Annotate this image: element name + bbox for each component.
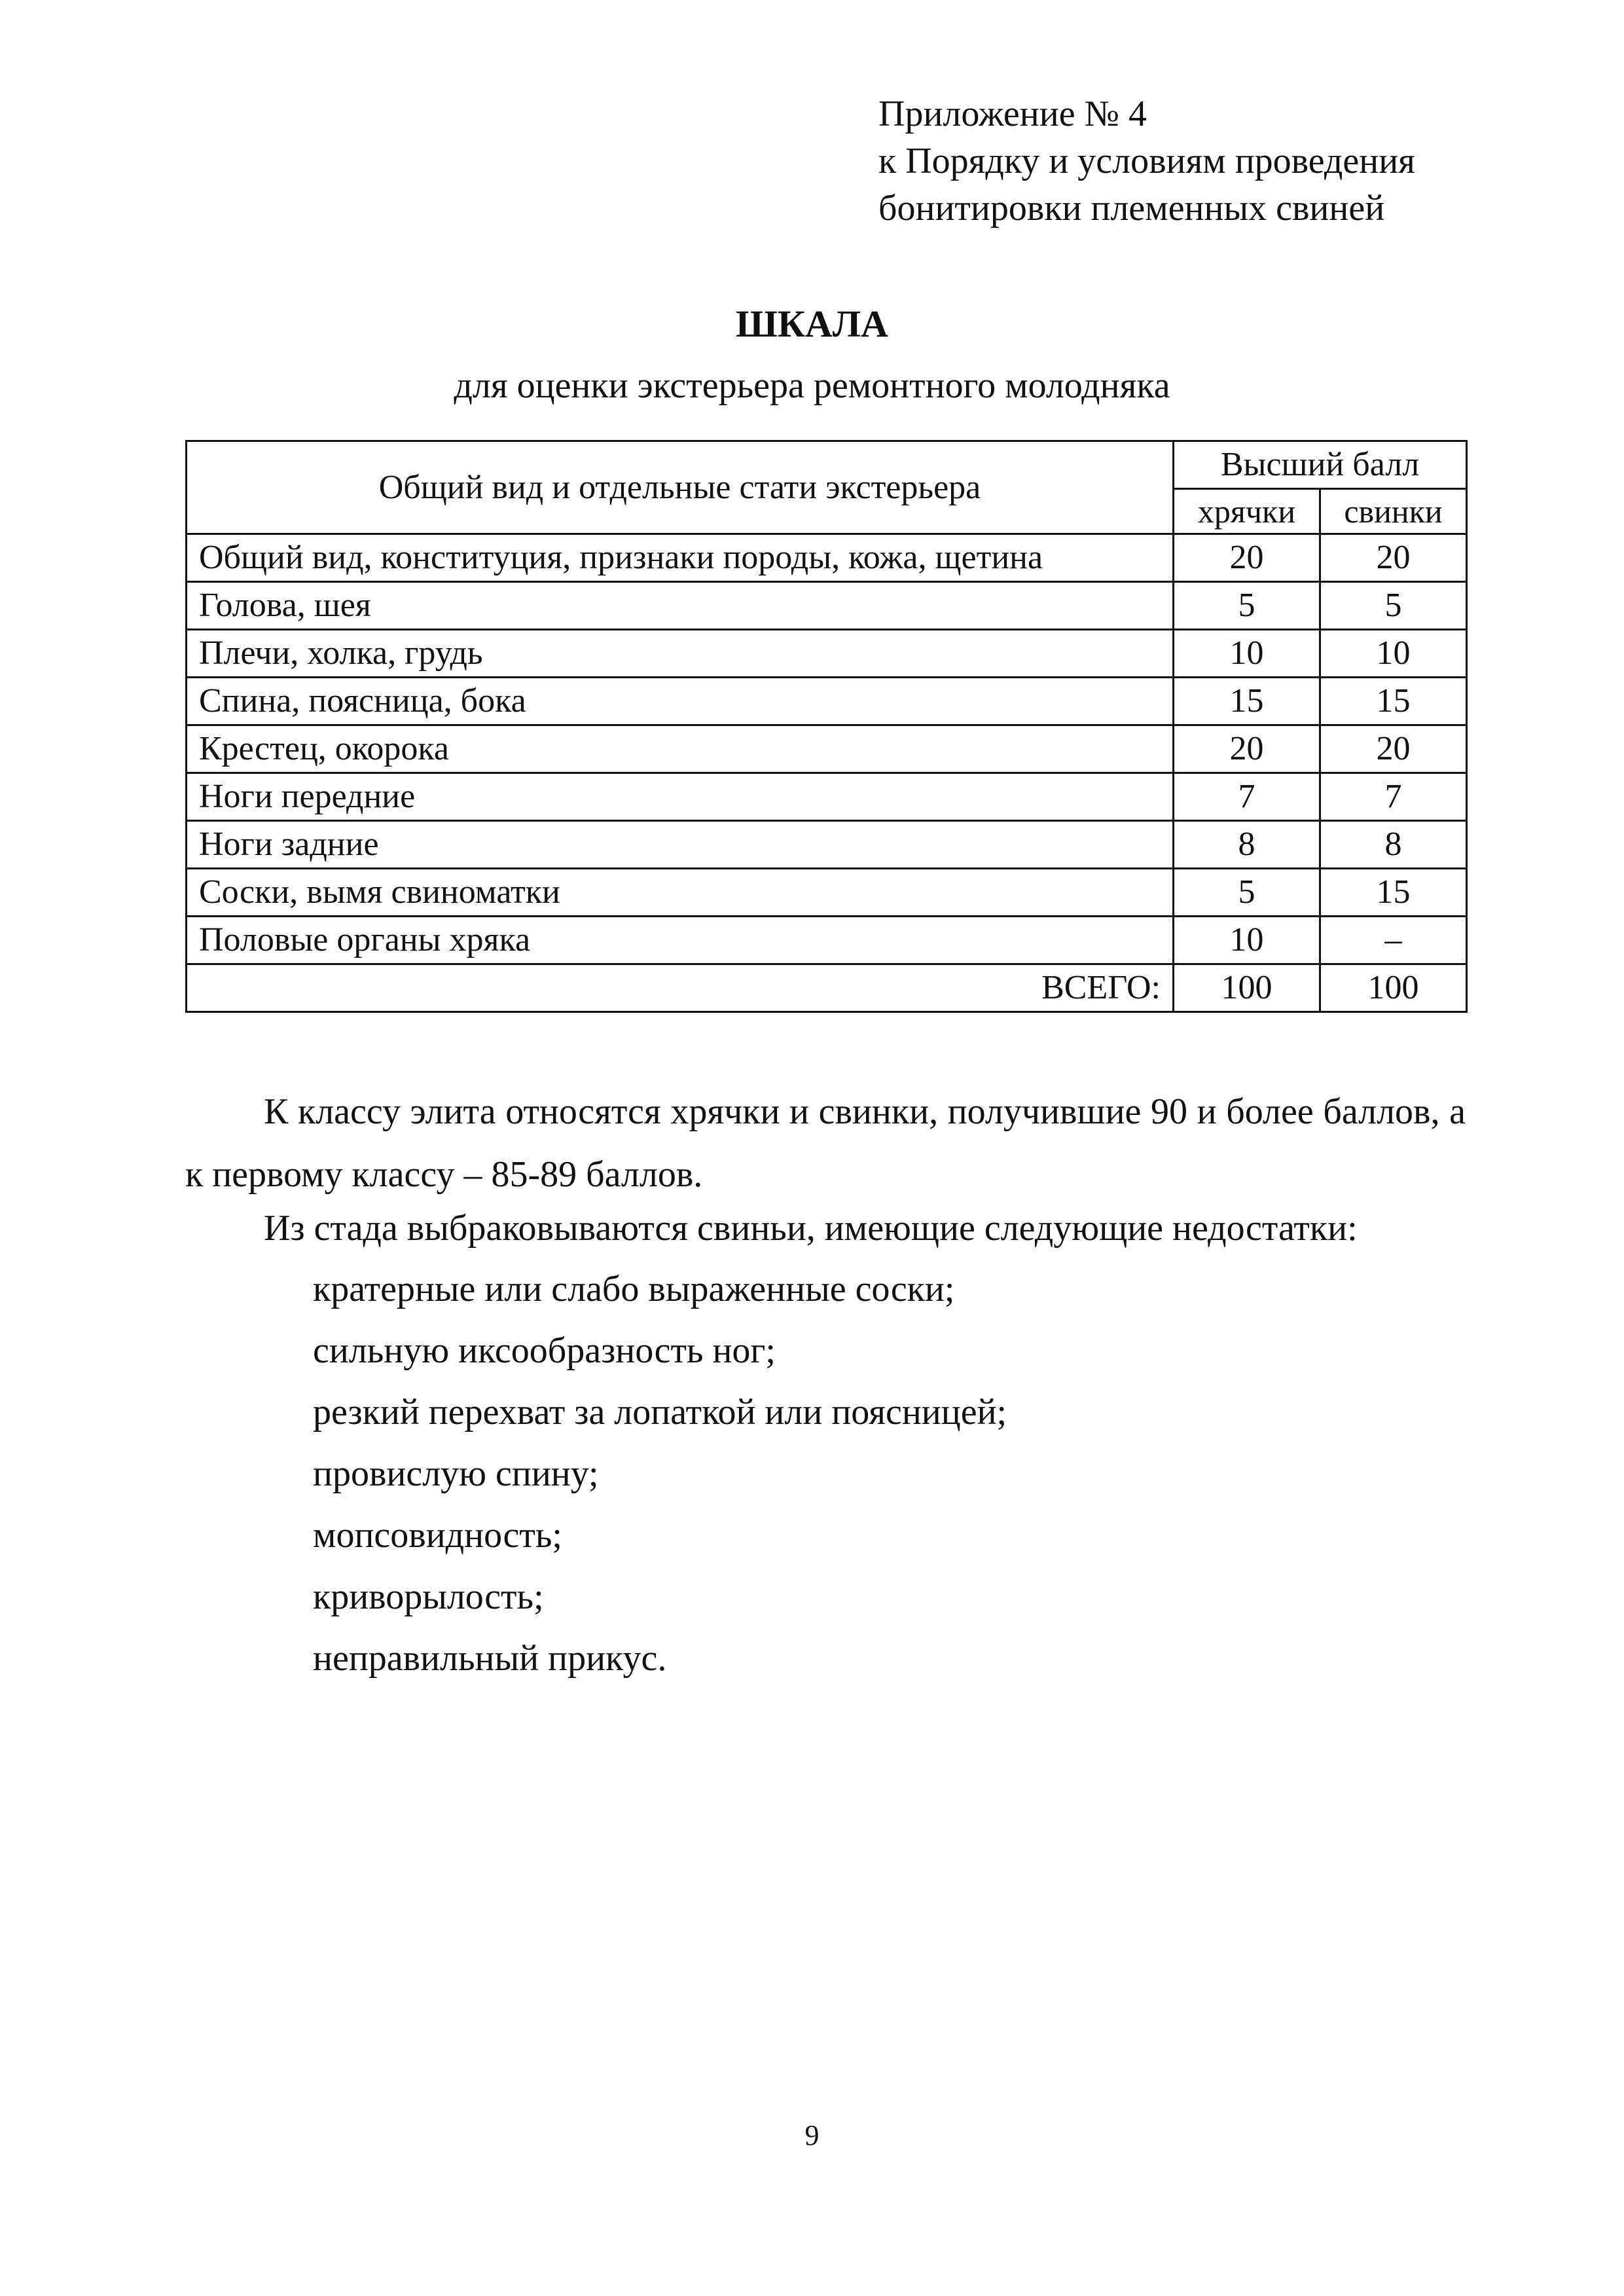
trait-name: Половые органы хряка: [187, 917, 1174, 964]
score-gilts: 15: [1320, 869, 1467, 917]
total-boars: 100: [1174, 964, 1320, 1012]
list-item: сильную иксообразность ног;: [313, 1330, 776, 1371]
trait-name: Ноги передние: [187, 773, 1174, 821]
table-total-row: [187, 964, 1467, 1012]
total-gilts: 100: [1320, 964, 1467, 1012]
trait-name: Общий вид, конституция, признаки породы, кожа, щетина: [187, 534, 1174, 582]
header-max-score: Высший балл: [1174, 441, 1467, 489]
trait-name: Спина, поясница, бока: [187, 678, 1174, 725]
list-item: кратерные или слабо выраженные соски;: [313, 1269, 955, 1309]
score-gilts: 8: [1320, 821, 1467, 869]
appendix-line-2: к Порядку и условиям проведения: [878, 141, 1415, 181]
score-boars: 5: [1174, 869, 1320, 917]
table-row: [187, 917, 1467, 964]
score-boars: 5: [1174, 582, 1320, 630]
scoring-table: [185, 440, 1468, 1013]
trait-name: Соски, вымя свиноматки: [187, 869, 1174, 917]
score-gilts: 20: [1320, 725, 1467, 773]
defects-list: [313, 1258, 1007, 1689]
document-subtitle: для оценки экстерьера ремонтного молодняка: [454, 365, 1170, 406]
appendix-line-1: Приложение № 4: [878, 94, 1147, 134]
score-gilts: 7: [1320, 773, 1467, 821]
trait-name: Голова, шея: [187, 582, 1174, 630]
score-gilts: 20: [1320, 534, 1467, 582]
trait-name: Ноги задние: [187, 821, 1174, 869]
total-label: ВСЕГО:: [187, 964, 1174, 1012]
appendix-line-3: бонитировки племенных свиней: [878, 188, 1385, 228]
score-gilts: 15: [1320, 678, 1467, 725]
appendix-reference: [878, 90, 1415, 232]
culling-intro-paragraph: Из стада выбраковываются свиньи, имеющие следующие недостатки:: [264, 1208, 1358, 1248]
trait-name: Плечи, холка, грудь: [187, 630, 1174, 678]
trait-name: Крестец, окорока: [187, 725, 1174, 773]
table-row: [187, 630, 1467, 678]
table-row: [187, 821, 1467, 869]
list-item: мопсовидность;: [313, 1515, 562, 1556]
page-number: 9: [804, 2119, 820, 2151]
table-row: [187, 678, 1467, 725]
header-exterior-traits: Общий вид и отдельные стати экстерьера: [187, 441, 1174, 534]
score-gilts: 10: [1320, 630, 1467, 678]
document-title: ШКАЛА: [736, 302, 888, 345]
table-header-row: [187, 441, 1467, 489]
score-gilts: –: [1320, 917, 1467, 964]
score-boars: 15: [1174, 678, 1320, 725]
score-boars: 8: [1174, 821, 1320, 869]
score-boars: 10: [1174, 630, 1320, 678]
score-boars: 20: [1174, 725, 1320, 773]
score-boars: 7: [1174, 773, 1320, 821]
list-item: неправильный прикус.: [313, 1638, 667, 1679]
table-row: [187, 725, 1467, 773]
list-item: провислую спину;: [313, 1453, 599, 1494]
score-gilts: 5: [1320, 582, 1467, 630]
table-row: [187, 534, 1467, 582]
list-item: резкий перехват за лопаткой или поясницей;: [313, 1392, 1007, 1432]
table-row: [187, 582, 1467, 630]
list-item: криворылость;: [313, 1576, 544, 1617]
header-gilts: свинки: [1320, 489, 1467, 534]
header-boars: хрячки: [1174, 489, 1320, 534]
score-boars: 20: [1174, 534, 1320, 582]
score-boars: 10: [1174, 917, 1320, 964]
table-row: [187, 773, 1467, 821]
table-row: [187, 869, 1467, 917]
elite-class-paragraph: К классу элита относятся хрячки и свинки, получившие 90 и более баллов, а к первому классу – 85-89 баллов.: [185, 1091, 1466, 1195]
